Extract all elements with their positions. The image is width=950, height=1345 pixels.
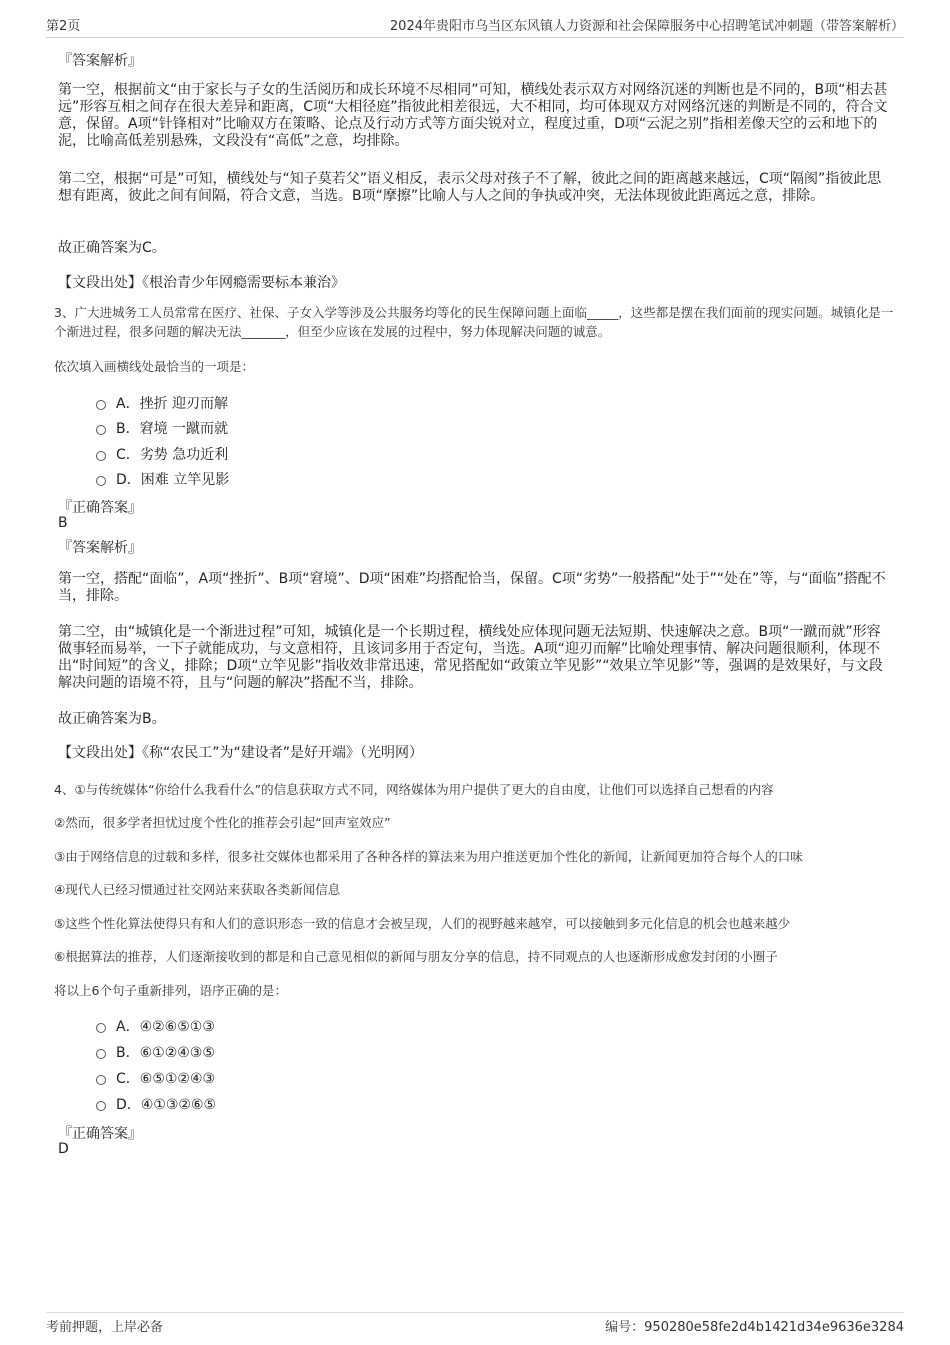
q3-option-a-label: A．挫折 迎刃而解	[116, 396, 229, 412]
q4-sentence-1: 4、①与传统媒体“你给什么我看什么”的信息获取方式不同，网络媒体为用户提供了更大的自由度，让他们可以选择自己想看的内容	[54, 782, 774, 797]
radio-icon[interactable]	[96, 400, 106, 410]
radio-icon[interactable]	[96, 425, 106, 435]
page-number: 第2页	[46, 19, 81, 34]
q3-option-d[interactable]	[96, 469, 229, 489]
radio-icon[interactable]	[96, 1101, 106, 1111]
page-header	[46, 14, 904, 38]
analysis-label: 『答案解析』	[58, 540, 142, 556]
q3-option-d-label: D．困难 立竿见影	[116, 472, 230, 488]
q4-sentence-3: ③由于网络信息的过载和多样，很多社交媒体也都采用了各种各样的算法来为用户推送更加个性化的新闻，让新闻更加符合每个人的口味	[54, 849, 803, 864]
q3-answer: B	[58, 515, 68, 531]
q3-source: 【文段出处】《称“农民工”为“建设者”是好开端》（光明网）	[58, 745, 424, 761]
analysis-label: 『答案解析』	[58, 53, 142, 69]
q3-option-b-label: B．窘境 一蹴而就	[116, 421, 229, 437]
q3-option-a[interactable]	[96, 393, 228, 413]
q2-conclusion: 故正确答案为C。	[58, 240, 166, 256]
footer-slogan: 考前押题，上岸必备	[46, 1320, 164, 1335]
q4-sentence-2: ②然而，很多学者担忧过度个性化的推荐会引起“回声室效应”	[54, 815, 391, 830]
q4-option-c-label: C．⑥⑤①②④③	[116, 1071, 216, 1087]
page-footer	[46, 1312, 904, 1335]
answer-label: 『正确答案』	[58, 1126, 142, 1142]
q3-prompt: 依次填入画横线处最恰当的一项是：	[54, 359, 255, 374]
q2-source: 【文段出处】《根治青少年网瘾需要标本兼治》	[58, 275, 345, 291]
q4-prompt: 将以上6个句子重新排列，语序正确的是：	[54, 983, 287, 998]
q3-analysis-paragraph-1: 第一空，搭配“面临”，A项“挫折”、B项“窘境”、D项“困难”均搭配恰当，保留。C项“劣势”一般搭配“处于”“处在”等，与“面临”搭配不当，排除。	[58, 571, 886, 604]
radio-icon[interactable]	[96, 451, 106, 461]
q3-option-c[interactable]	[96, 444, 228, 464]
q4-sentence-5: ⑤这些个性化算法使得只有和人们的意识形态一致的信息才会被呈现，人们的视野越来越窄，可以接触到多元化信息的机会也越来越少	[54, 916, 791, 931]
q4-option-d-label: D．④①③②⑥⑤	[116, 1097, 217, 1113]
q2-analysis-paragraph-2: 第二空，根据“可是”可知，横线处与“知子莫若父”语义相反，表示父母对孩子不了解，彼此之间的距离越来越远，C项“隔阂”指彼此思想有距离，彼此之间有间隔，符合文意，当选。B项“摩擦”比喻人与人之间的争执或冲突，无法体现彼此距离远之意，排除。	[58, 171, 882, 204]
q4-option-d[interactable]	[96, 1094, 216, 1114]
q3-analysis-paragraph-2: 第二空，由“城镇化是一个渐进过程”可知，城镇化是一个长期过程，横线处应体现问题无法短期、快速解决之意。B项“一蹴而就”形容做事轻而易举，一下子就能成功，与文意相符，且该词多用于否定句，当选。A项“迎刃而解”比喻处理事情、解决问题很顺利，体现不出“时间短”的含义，排除；D项“立竿见影”指收效非常迅速，常见搭配如“政策立竿见影”“效果立竿见影”等，强调的是效果好，与文段解决问题的语境不符，且与“问题的解决”搭配不当，排除。	[58, 624, 883, 691]
q4-option-b[interactable]	[96, 1042, 215, 1062]
q3-option-c-label: C．劣势 急功近利	[116, 447, 229, 463]
q3-conclusion: 故正确答案为B。	[58, 711, 166, 727]
q4-option-a[interactable]	[96, 1016, 215, 1036]
q3-stem: 3、广大进城务工人员常常在医疗、社保、子女入学等涉及公共服务均等化的民生保障问题上面临_____，这些都是摆在我们面前的现实问题。城镇化是一个渐进过程，很多问题的解决无法_______，但至少应该在发展的过程中，努力体现解决问题的诚意。	[54, 305, 894, 339]
q4-sentence-6: ⑥根据算法的推荐，人们逐渐接收到的都是和自己意见相似的新闻与朋友分享的信息，持不同观点的人也逐渐形成愈发封闭的小圈子	[54, 949, 778, 964]
q4-sentence-4: ④现代人已经习惯通过社交网站来获取各类新闻信息	[54, 882, 341, 897]
q4-option-c[interactable]	[96, 1068, 215, 1088]
answer-label: 『正确答案』	[58, 500, 142, 516]
radio-icon[interactable]	[96, 476, 106, 486]
q4-answer: D	[58, 1141, 69, 1157]
radio-icon[interactable]	[96, 1075, 106, 1085]
document-id: 编号：950280e58fe2d4b1421d34e9636e3284	[605, 1320, 904, 1335]
q2-analysis-paragraph-1: 第一空，根据前文“由于家长与子女的生活阅历和成长环境不尽相同”可知，横线处表示双方对网络沉迷的判断也是不同的，B项“相去甚远”形容互相之间存在很大差异和距离，C项“大相径庭”指彼此相差很远，大不相同，均可体现双方对网络沉迷的判断是不同的，符合文意，保留。A项“针锋相对”比喻双方在策略、论点及行动方式等方面尖锐对立，程度过重，D项“云泥之别”指相差像天空的云和地下的泥，比喻高低差别悬殊，文段没有“高低”之意，均排除。	[58, 82, 888, 149]
radio-icon[interactable]	[96, 1023, 106, 1033]
q4-option-a-label: A．④②⑥⑤①③	[116, 1019, 215, 1035]
q3-option-b[interactable]	[96, 418, 228, 438]
q4-option-b-label: B．⑥①②④③⑤	[116, 1045, 215, 1061]
radio-icon[interactable]	[96, 1049, 106, 1059]
document-title: 2024年贵阳市乌当区东风镇人力资源和社会保障服务中心招聘笔试冲刺题（带答案解析）	[389, 19, 904, 34]
